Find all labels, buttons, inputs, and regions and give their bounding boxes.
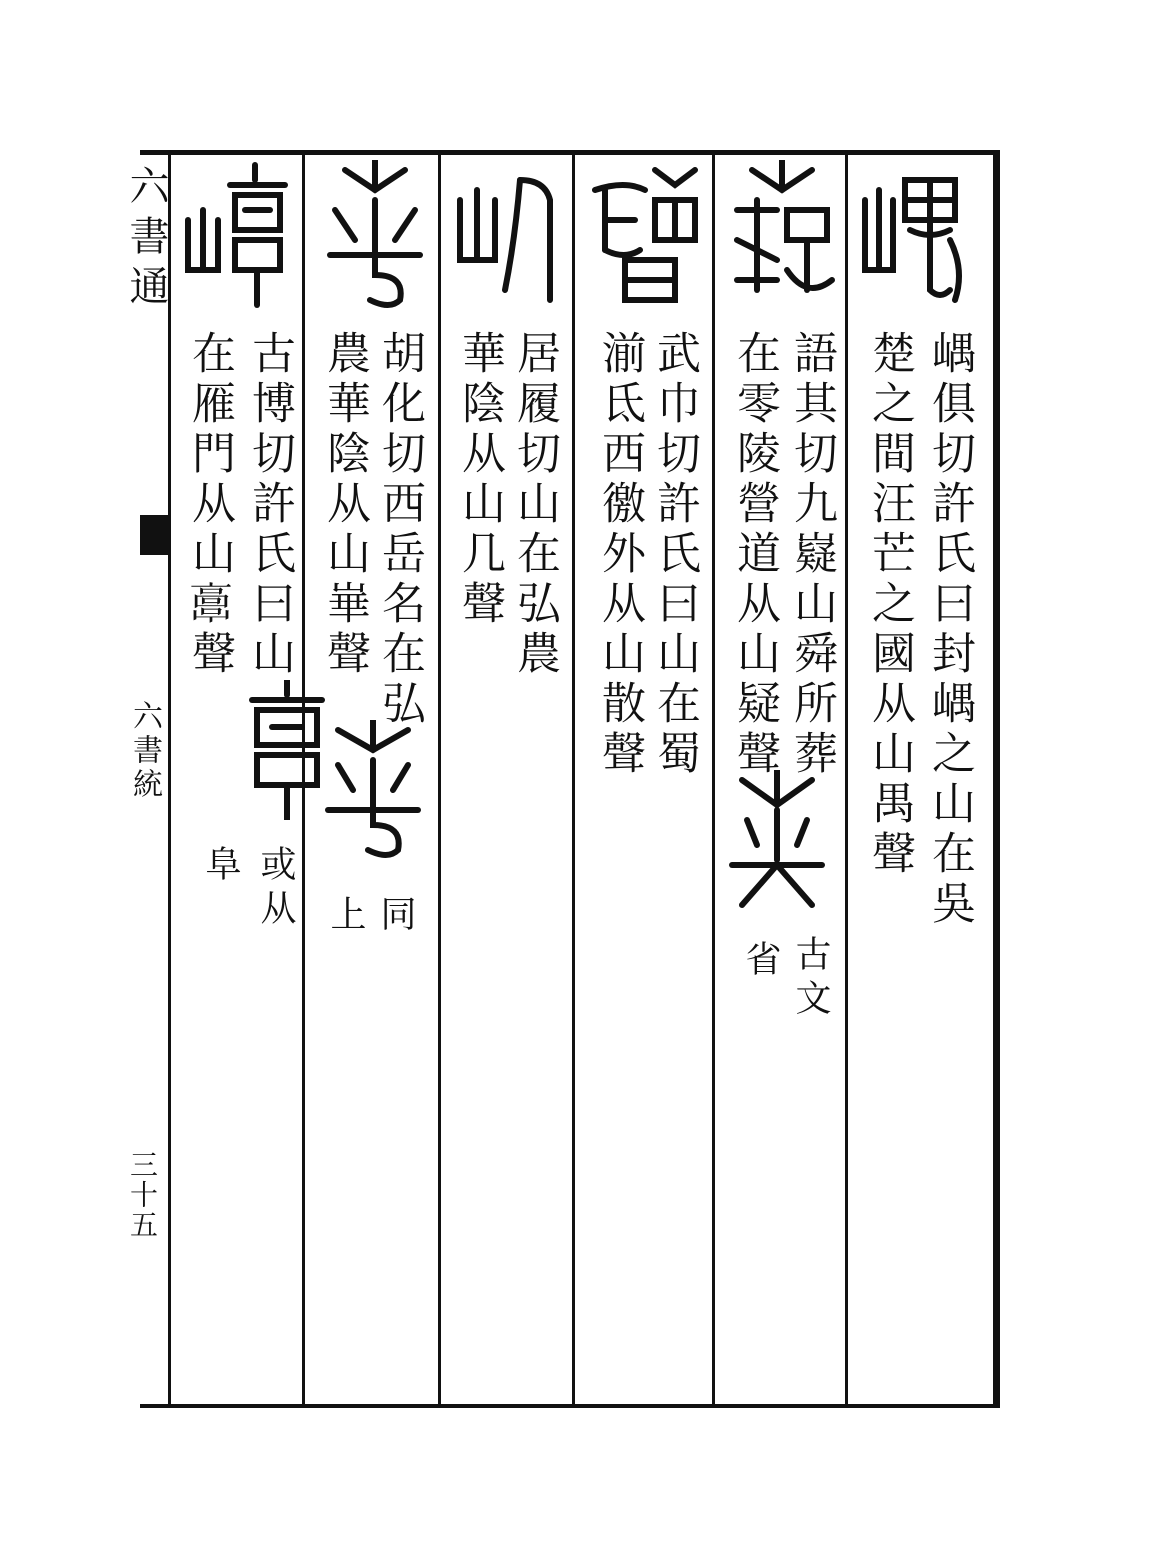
column-divider bbox=[168, 155, 171, 1405]
margin-title: 六書通 bbox=[123, 165, 169, 315]
column-divider bbox=[712, 155, 715, 1405]
entry-2-variant-label-b: 省 bbox=[740, 940, 781, 984]
entry-2-line-2: 在零陵營道从山疑聲 bbox=[729, 330, 780, 780]
margin-black-block bbox=[140, 515, 168, 555]
frame-top-rule bbox=[140, 150, 1000, 155]
entry-6-line-2: 在雁門从山𩫖聲 bbox=[184, 330, 235, 680]
entry-3-line-1: 武巾切許氏曰山在蜀 bbox=[649, 330, 700, 780]
column-divider bbox=[438, 155, 441, 1405]
seal-character-5 bbox=[315, 160, 435, 310]
frame-right-rule bbox=[993, 150, 1000, 1408]
variant-seal-character-6 bbox=[232, 680, 342, 820]
entry-5-variant-label-a: 同 bbox=[375, 895, 416, 939]
entry-5-line-1: 胡化切西岳名在弘 bbox=[374, 330, 425, 730]
frame-bottom-rule bbox=[140, 1404, 1000, 1408]
entry-4-line-2: 華陰从山几聲 bbox=[454, 330, 505, 630]
column-divider bbox=[572, 155, 575, 1405]
seal-character-4 bbox=[450, 160, 570, 310]
seal-character-6 bbox=[180, 160, 300, 310]
entry-4-line-1: 居履切山在弘農 bbox=[509, 330, 560, 680]
entry-2-variant-label-a: 古文 bbox=[790, 935, 831, 1023]
entry-5-variant-label-b: 上 bbox=[325, 895, 366, 939]
seal-character-3 bbox=[585, 160, 705, 310]
entry-5-line-2: 農華陰从山崋聲 bbox=[319, 330, 370, 680]
entry-6-variant-label-a: 或从 bbox=[255, 845, 296, 933]
entry-6-line-1: 古博切許氏曰山 bbox=[244, 330, 295, 680]
margin-page-number: 三十五 bbox=[126, 1150, 159, 1240]
entry-2-line-1: 語其切九嶷山舜所葬 bbox=[786, 330, 837, 780]
seal-character-2 bbox=[722, 160, 842, 310]
variant-seal-character-2 bbox=[722, 770, 832, 910]
entry-6-variant-label-b: 阜 bbox=[200, 845, 241, 889]
column-divider bbox=[845, 155, 848, 1405]
seal-character-1 bbox=[855, 160, 975, 310]
entry-1-line-1: 嵎俱切許氏曰封嵎之山在吳 bbox=[924, 330, 975, 930]
entry-1-line-2: 楚之間汪芒之國从山禺聲 bbox=[864, 330, 915, 880]
entry-3-line-2: 湔氐西徼外从山散聲 bbox=[594, 330, 645, 780]
margin-book-name: 六書統 bbox=[127, 700, 162, 802]
